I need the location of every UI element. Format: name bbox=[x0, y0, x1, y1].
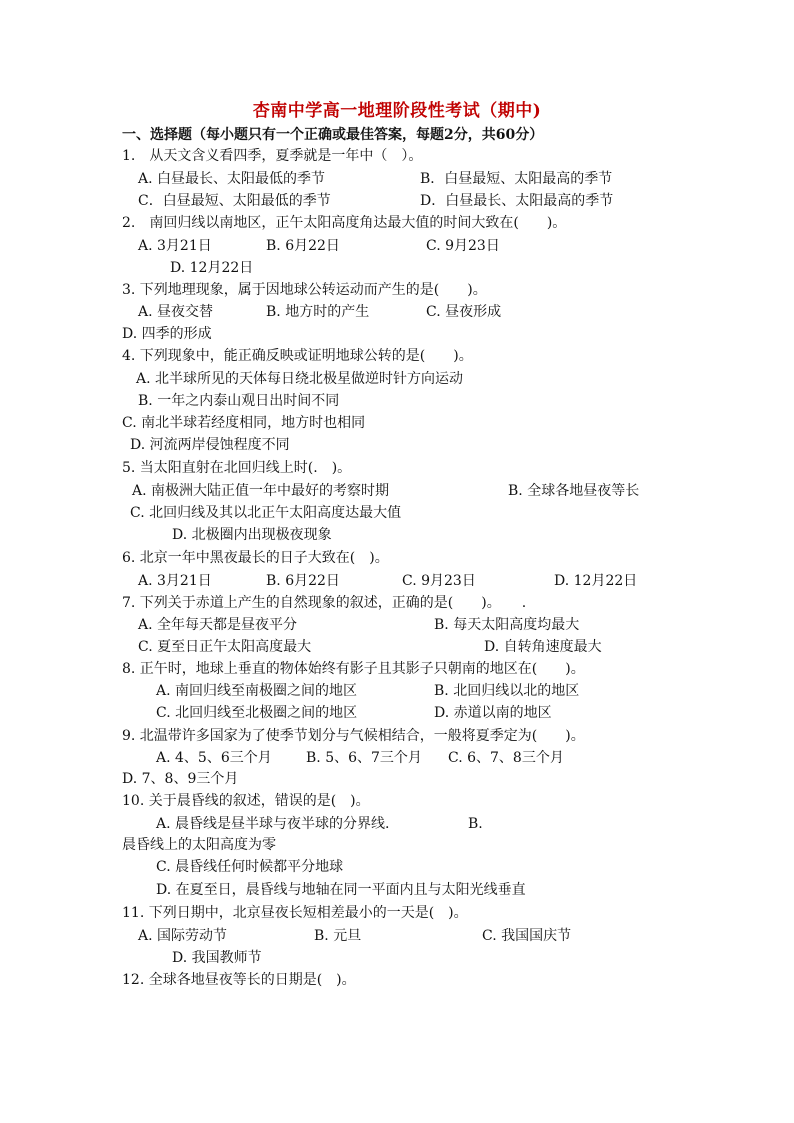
question-7-option-c: C. 夏至日正午太阳高度最大 bbox=[138, 639, 312, 655]
question-11-option-d: D. 我国教师节 bbox=[172, 950, 262, 966]
question-11-stem: 11. 下列日期中，北京昼夜长短相差最小的一天是( )。 bbox=[122, 905, 468, 921]
question-6-stem: 6. 北京一年中黑夜最长的日子大致在( )。 bbox=[122, 550, 389, 566]
question-8-stem: 8. 正午时，地球上垂直的物体始终有影子且其影子只朝南的地区在( )。 bbox=[122, 661, 585, 677]
question-3-option-d: D. 四季的形成 bbox=[122, 326, 212, 342]
question-2-option-d: D. 12月22日 bbox=[170, 260, 254, 276]
question-6-option-c: C. 9月23日 bbox=[402, 573, 476, 589]
question-5-option-b: B. 全球各地昼夜等长 bbox=[508, 483, 640, 499]
question-6-option-a: A. 3月21日 bbox=[138, 573, 212, 589]
question-8-option-b: B. 北回归线以北的地区 bbox=[434, 683, 580, 699]
question-2-stem: 2. 南回归线以南地区，正午太阳高度角达最大值的时间大致在( )。 bbox=[122, 215, 567, 231]
question-10-option-c: C. 晨昏线任何时候都平分地球 bbox=[156, 859, 344, 875]
question-7-stem: 7. 下列关于赤道上产生的自然现象的叙述，正确的是( )。 . bbox=[122, 595, 527, 611]
question-9-option-b: B. 5、6、7三个月 bbox=[306, 750, 422, 766]
question-8-option-c: C. 北回归线至北极圈之间的地区 bbox=[156, 705, 358, 721]
question-1-stem: 1. 从天文含义看四季，夏季就是一年中（ ）。 bbox=[122, 148, 423, 164]
question-9-option-a: A. 4、5、6三个月 bbox=[156, 750, 272, 766]
question-10-option-b-label: B. bbox=[468, 816, 483, 832]
question-8-option-d: D. 赤道以南的地区 bbox=[434, 705, 552, 721]
page-title: 杏南中学高一地理阶段性考试（期中) bbox=[252, 101, 542, 121]
question-10-option-d: D. 在夏至日，晨昏线与地轴在同一平面内且与太阳光线垂直 bbox=[156, 882, 526, 898]
question-6-option-b: B. 6月22日 bbox=[266, 573, 340, 589]
question-3-stem: 3. 下列地理现象，属于因地球公转运动而产生的是( )。 bbox=[122, 282, 487, 298]
question-10-stem: 10. 关于晨昏线的叙述，错误的是( )。 bbox=[122, 793, 370, 809]
question-10-option-b-text: 晨昏线上的太阳高度为零 bbox=[122, 837, 276, 853]
question-7-option-b: B. 每天太阳高度均最大 bbox=[434, 617, 580, 633]
question-4-stem: 4. 下列现象中，能正确反映或证明地球公转的是( )。 bbox=[122, 348, 473, 364]
question-8-option-a: A. 南回归线至南极圈之间的地区 bbox=[156, 683, 358, 699]
question-9-option-d: D. 7、8、9三个月 bbox=[122, 771, 239, 787]
question-11-option-b: B. 元旦 bbox=[314, 928, 362, 944]
question-3-option-a: A. 昼夜交替 bbox=[138, 304, 214, 320]
question-6-option-d: D. 12月22日 bbox=[554, 573, 638, 589]
question-2-option-b: B. 6月22日 bbox=[266, 238, 340, 254]
question-4-option-c: C. 南北半球若经度相同，地方时也相同 bbox=[122, 415, 366, 431]
question-1-option-c: C．白昼最短、太阳最低的季节 bbox=[138, 193, 331, 209]
question-4-option-a: A. 北半球所见的天体每日绕北极星做逆时针方向运动 bbox=[136, 371, 464, 387]
question-5-option-c: C. 北回归线及其以北正午太阳高度达最大值 bbox=[130, 505, 402, 521]
question-4-option-d: D. 河流两岸侵蚀程度不同 bbox=[130, 437, 290, 453]
question-5-option-a: A. 南极洲大陆正值一年中最好的考察时期 bbox=[132, 483, 390, 499]
question-3-option-c: C. 昼夜形成 bbox=[426, 304, 502, 320]
question-9-stem: 9. 北温带许多国家为了使季节划分与气候相结合，一般将夏季定为( )。 bbox=[122, 728, 585, 744]
question-9-option-c: C. 6、7、8三个月 bbox=[448, 750, 564, 766]
question-5-stem: 5. 当太阳直射在北回归线上时(. )。 bbox=[122, 460, 352, 476]
section-heading: 一、选择题（每小题只有一个正确或最佳答案，每题2分，共60分） bbox=[122, 127, 544, 143]
question-5-option-d: D. 北极圈内出现极夜现象 bbox=[172, 527, 332, 543]
question-10-option-a: A. 晨昏线是昼半球与夜半球的分界线. bbox=[156, 816, 390, 832]
question-12-stem: 12. 全球各地昼夜等长的日期是( )。 bbox=[122, 972, 356, 988]
question-11-option-a: A. 国际劳动节 bbox=[138, 928, 228, 944]
question-1-option-b: B．白昼最短、太阳最高的季节 bbox=[420, 171, 613, 187]
question-4-option-b: B. 一年之内泰山观日出时间不同 bbox=[138, 393, 340, 409]
question-2-option-a: A. 3月21日 bbox=[138, 238, 212, 254]
question-7-option-d: D. 自转角速度最大 bbox=[484, 639, 602, 655]
question-7-option-a: A. 全年每天都是昼夜平分 bbox=[138, 617, 298, 633]
question-11-option-c: C. 我国国庆节 bbox=[482, 928, 572, 944]
question-2-option-c: C. 9月23日 bbox=[426, 238, 500, 254]
question-1-option-a: A. 白昼最长、太阳最低的季节 bbox=[138, 171, 326, 187]
question-1-option-d: D．白昼最长、太阳最高的季节 bbox=[420, 193, 614, 209]
question-3-option-b: B. 地方时的产生 bbox=[266, 304, 370, 320]
